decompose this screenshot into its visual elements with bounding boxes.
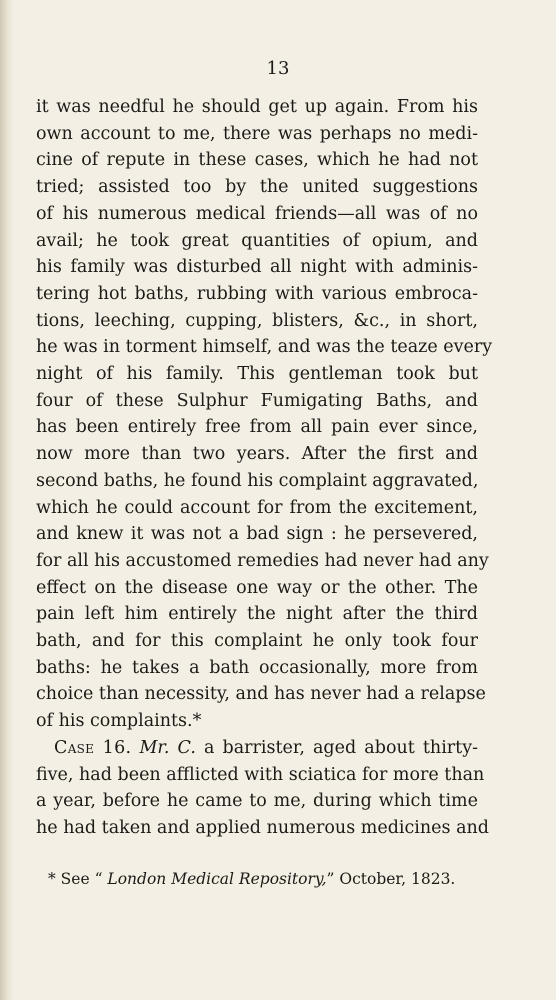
body-text <box>36 94 493 842</box>
text-line: own account to me, there was perhaps no medi- <box>36 123 478 144</box>
case-first-line-text: a barrister, aged about thirty- <box>195 737 478 758</box>
text-line: five, had been afflicted with sciatica for more than <box>36 764 485 785</box>
case-heading: Case 16. <box>54 737 132 758</box>
text-line: choice than necessity, and has never had a relapse <box>36 684 486 705</box>
page-edge-shadow <box>0 0 14 1000</box>
text-line: of his complaints.* <box>36 711 202 732</box>
text-line: night of his family. This gentleman took but <box>36 364 478 385</box>
text-line: which he could account for from the excitement, <box>36 497 478 518</box>
paragraph-case-15-continued <box>36 94 493 735</box>
text-line: for all his accustomed remedies had never had any <box>36 550 489 571</box>
text-line: pain left him entirely the night after the third <box>36 604 478 625</box>
text-line: of his numerous medical friends—all was of no <box>36 203 478 224</box>
text-line: cine of repute in these cases, which he had not <box>36 150 478 171</box>
text-line: avail; he took great quantities of opium, and <box>36 230 478 251</box>
text-line: tried; assisted too by the united suggestions <box>36 177 478 198</box>
text-line: it was needful he should get up again. From his <box>36 97 478 117</box>
text-line: he was in torment himself, and was the teaze every <box>36 337 493 358</box>
paragraph-case-16 <box>36 762 489 842</box>
case-16-first-line <box>36 735 478 762</box>
text-line: and knew it was not a bad sign : he persevered, <box>36 524 478 545</box>
text-line: his family was disturbed all night with adminis- <box>36 257 478 278</box>
text-line: a year, before he came to me, during which time <box>36 791 478 812</box>
text-line: tering hot baths, rubbing with various embroca- <box>36 283 478 304</box>
page-number: 13 <box>266 58 290 79</box>
text-line: effect on the disease one way or the other. The <box>36 577 478 598</box>
footnote-prefix: See “ <box>55 870 108 888</box>
text-line: he had taken and applied numerous medicines and <box>36 817 489 838</box>
footnote-suffix: ” October, 1823. <box>326 870 456 888</box>
text-line: tions, leeching, cupping, blisters, &c., in short, <box>36 310 478 331</box>
footnote-marker: * <box>48 870 56 888</box>
footnote-title: London Medical Repository, <box>107 870 327 888</box>
case-patient-name: Mr. C. <box>139 737 196 758</box>
text-line: now more than two years. After the first and <box>36 444 478 465</box>
text-line: bath, and for this complaint he only took four <box>36 631 478 652</box>
text-line: baths: he takes a bath occasionally, more from <box>36 657 478 678</box>
text-line: has been entirely free from all pain ever since, <box>36 417 478 438</box>
text-line: four of these Sulphur Fumigating Baths, and <box>36 390 478 411</box>
footnote <box>48 870 478 888</box>
text-line: second baths, he found his complaint aggravated, <box>36 470 479 491</box>
